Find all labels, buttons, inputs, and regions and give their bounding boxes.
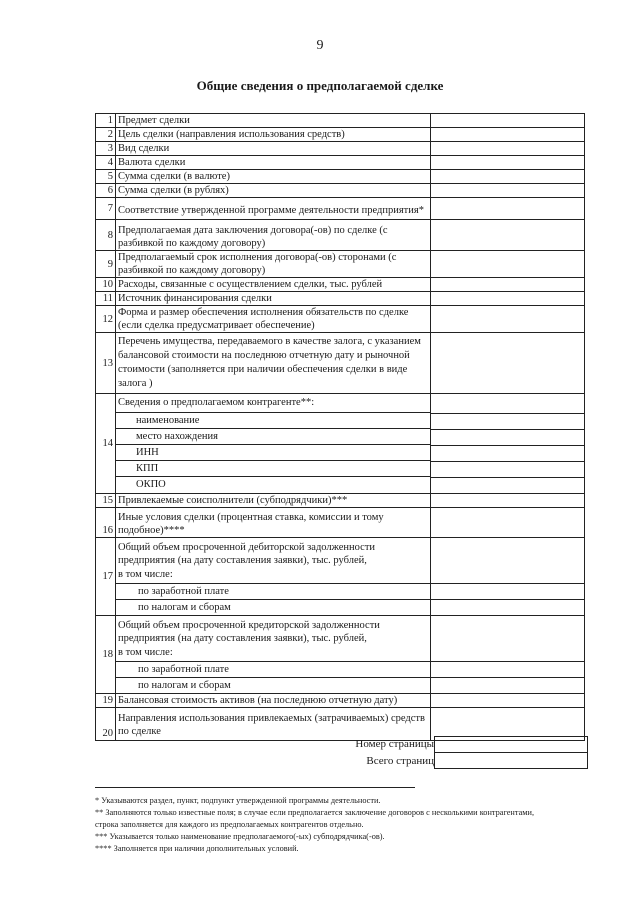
row-number: 16: [96, 508, 116, 538]
breakdown-label: по налогам и сборам: [116, 677, 430, 693]
row-number: 19: [96, 694, 116, 708]
row-label: Привлекаемые соисполнители (субподрядчики)***: [116, 494, 431, 508]
row-number: 18: [96, 616, 116, 694]
row-label: Предполагаемая дата заключения договора(-ов) по сделке (с разбивкой по каждому договору): [116, 220, 431, 251]
receivables-cell: [116, 538, 431, 616]
contractor-field-label: КПП: [116, 460, 430, 476]
row-number: 3: [96, 142, 116, 156]
table-row: [96, 114, 585, 128]
row-label: Сведения о предполагаемом контрагенте**:: [118, 397, 315, 408]
row-label: Общий объем просроченной кредиторской задолженности предприятия (на дату составления заявки), тыс. рублей,: [118, 620, 380, 644]
row-value-cell[interactable]: [431, 694, 585, 708]
row-number: 8: [96, 220, 116, 251]
row-label: Цель сделки (направления использования средств): [116, 128, 431, 142]
row-value-cell[interactable]: [431, 251, 585, 278]
row-label: Сумма сделки (в валюте): [116, 170, 431, 184]
row-value-cell[interactable]: [431, 184, 585, 198]
table-row: [96, 220, 585, 251]
breakdown-label: по заработной плате: [116, 583, 430, 599]
row-number: 6: [96, 184, 116, 198]
footnote: строка заполняется для каждого из предполагаемых контрагентов отдельно.: [95, 820, 364, 829]
table-row: [96, 538, 585, 616]
row-value-cell[interactable]: [431, 538, 585, 616]
breakdown-label: по налогам и сборам: [116, 599, 430, 615]
row-label: Иные условия сделки (процентная ставка, комиссии и тому подобное)****: [116, 508, 431, 538]
row-number: 15: [96, 494, 116, 508]
row-intro: в том числе:: [118, 647, 173, 658]
deal-info-table: [95, 113, 585, 741]
page-number: 9: [316, 38, 324, 53]
table-row: [96, 494, 585, 508]
row-label: Направления использования привлекаемых (затрачиваемых) средств по сделке: [116, 708, 431, 741]
row-value-cell[interactable]: [431, 156, 585, 170]
table-row: [96, 128, 585, 142]
row-label: Перечень имущества, передаваемого в качестве залога, с указанием балансовой стоимости на последнюю отчетную дату и рыночной стоимости (заполняется при наличии обеспечения сделки в виде залога ): [116, 333, 431, 394]
table-row: [96, 198, 585, 220]
page-number-label: Номер страницы: [355, 738, 434, 750]
footnote-divider: [95, 787, 415, 788]
row-number: 4: [96, 156, 116, 170]
form-title: Общие сведения о предполагаемой сделке: [196, 78, 444, 93]
table-row: [96, 251, 585, 278]
contractor-field-label: наименование: [116, 412, 430, 428]
contractor-field-label: место нахождения: [116, 428, 430, 444]
table-row: [96, 278, 585, 292]
total-pages-label: Всего страниц: [366, 755, 434, 767]
row-value-cell[interactable]: [431, 333, 585, 394]
total-pages-field[interactable]: [434, 753, 588, 769]
row-number: 20: [96, 708, 116, 741]
row-value-cell[interactable]: [431, 494, 585, 508]
row-label: Расходы, связанные с осуществлением сделки, тыс. рублей: [116, 278, 431, 292]
table-row: [96, 184, 585, 198]
payables-cell: [116, 616, 431, 694]
table-row: [96, 142, 585, 156]
page-count-box: [300, 736, 588, 770]
row-number: 7: [96, 198, 116, 220]
row-value-cell[interactable]: [431, 198, 585, 220]
row-value-cell[interactable]: [431, 142, 585, 156]
footnote: **** Заполняется при наличии дополнительных условий.: [95, 844, 299, 853]
table-row: [96, 616, 585, 694]
table-row: [96, 694, 585, 708]
footnotes: [95, 795, 605, 855]
row-label: Вид сделки: [116, 142, 431, 156]
breakdown-label: по заработной плате: [116, 661, 430, 677]
row-number: 2: [96, 128, 116, 142]
table-row: [96, 156, 585, 170]
table-row: [96, 292, 585, 306]
table-row: [96, 394, 585, 494]
row-number: 5: [96, 170, 116, 184]
row-label: Балансовая стоимость активов (на последнюю отчетную дату): [116, 694, 431, 708]
footnote: *** Указывается только наименование предполагаемого(-ых) субподрядчика(-ов).: [95, 832, 385, 841]
row-number: 17: [96, 538, 116, 616]
row-value-cell[interactable]: [431, 292, 585, 306]
row-label: Соответствие утвержденной программе деятельности предприятия*: [116, 198, 431, 220]
row-value-cell[interactable]: [431, 508, 585, 538]
row-label: Предполагаемый срок исполнения договора(-ов) сторонами (с разбивкой по каждому договору): [116, 251, 431, 278]
table-row: [96, 306, 585, 333]
row-label: Форма и размер обеспечения исполнения обязательств по сделке (если сделка предусматривает обеспечение): [116, 306, 431, 333]
row-label: Валюта сделки: [116, 156, 431, 170]
row-value-cell[interactable]: [431, 306, 585, 333]
row-number: 1: [96, 114, 116, 128]
row-number: 11: [96, 292, 116, 306]
row-value-cell[interactable]: [431, 128, 585, 142]
footnote: ** Заполняются только известные поля; в случае если предполагается заключение договоров с несколькими контрагентами,: [95, 808, 535, 817]
row-number: 13: [96, 333, 116, 394]
row-label: Общий объем просроченной дебиторской задолженности предприятия (на дату составления заявки), тыс. рублей,: [118, 542, 376, 566]
page-number-field[interactable]: [434, 736, 588, 753]
table-row: [96, 333, 585, 394]
row-value-cell[interactable]: [431, 278, 585, 292]
row-number: 9: [96, 251, 116, 278]
row-label: Источник финансирования сделки: [116, 292, 431, 306]
contractor-field-label: ОКПО: [116, 476, 430, 492]
contractor-cell: [116, 394, 431, 494]
row-value-cell[interactable]: [431, 170, 585, 184]
row-value-cell[interactable]: [431, 114, 585, 128]
table-row: [96, 170, 585, 184]
row-label: Сумма сделки (в рублях): [116, 184, 431, 198]
row-value-cell[interactable]: [431, 616, 585, 694]
row-number: 14: [96, 394, 116, 494]
row-label: Предмет сделки: [116, 114, 431, 128]
footnote: * Указываются раздел, пункт, подпункт утвержденной программы деятельности.: [95, 796, 381, 805]
row-number: 10: [96, 278, 116, 292]
table-row: [96, 508, 585, 538]
row-number: 12: [96, 306, 116, 333]
row-value-cell[interactable]: [431, 220, 585, 251]
contractor-field-label: ИНН: [116, 444, 430, 460]
row-value-cell[interactable]: [431, 394, 585, 494]
row-intro: в том числе:: [118, 569, 173, 580]
